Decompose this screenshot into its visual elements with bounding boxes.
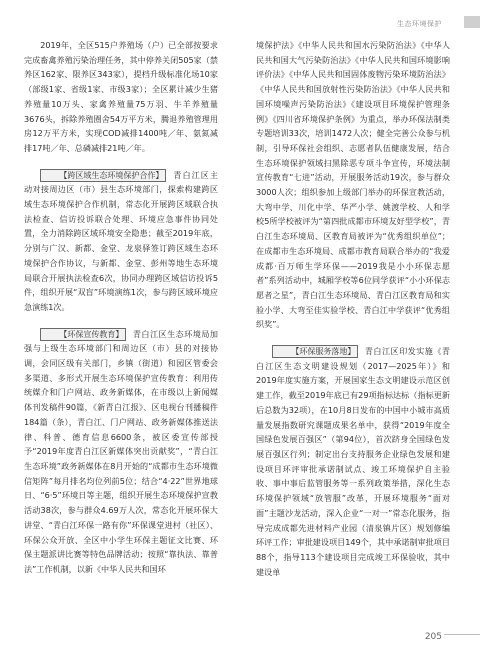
section-paragraph [256, 344, 450, 579]
header-bar [464, 16, 480, 28]
running-header: 生态环境保护 [397, 20, 442, 28]
footer-line [444, 634, 480, 635]
section-text: 青白江区生态环境局加强与上级生态环境部门和周边区（市）县的对接协调，会同区级有关部门，乡镇（街道）和园区管委会多渠道、多形式开展生态环境保护宣传教育：利用传统媒介和门户网站、政务新媒体，在市级以上新闻媒体刊发稿件90篇，《新青白江报》、区电视台刊播稿件184篇（条），青白江、门户网站、政务新媒体推送法律、科普、德育信息6600条，被区委宣传部授予“2019年度青白江区新媒体突出贡献奖”，“青白江生态环境”政务新媒体在8月开始的“成都市生态环境微信矩阵”每月排名均位列前5位；结合“4·22”世界地球日、“6·5”环境日等主题，组织开展生态环境保护宣教活动38次，参与群众4.69万人次，常态化开展环保大讲堂、“青白江环保一路有你”环保课堂进村（社区）、环保公众开放、全区中小学生环保主题征文比赛、环保主题派讲比赛等特色品牌活动；按照“靠执法、靠普法”工作机制，以新《中华人民共和国环 [24, 328, 218, 574]
section-heading: 【跨区域生态环境保护合作】 [40, 169, 166, 182]
section-heading: 【环保宣传教育】 [40, 328, 126, 341]
paragraph: 境保护法》《中华人民共和国水污染防治法》《中华人民共和国大气污染防治法》《中华人民共和国环境影响评价法》《中华人民共和国固体废物污染环境防治法》《中华人民共和国放射性污染防治法》《中华人民共和国环境噪声污染防治法》《建设项目环境保护管理条例》《四川省环境保护条例》为重点，举办环保法制类专题培训33次，培训1472人次；健全完善公众参与机制，引导环保社会组织、志愿者队伍健康发展，结合生态环境保护领域扫黑除恶专项斗争宣传，环境法制宣传教育“七进”活动，开展服务活动19次，参与群众3000人次；组织参加上级部门举办的环保宣教活动，大弯中学、川化中学、华严小学、姚渡学校、人和学校5所学校被评为“第四批成都市环境友好型学校”，青白江生态环境局、区教育局被评为“优秀组织单位”；在成都市生态环境局、成都市教育局联合举办的“我爱成都·百万师生学环保——2019我是小小环保志愿者”系列活动中，城厢学校等6位同学获评“小小环保志愿者之星”，青白江生态环境局、青白江区教育局和实验小学、大弯至佳实验学校、青白江中学获评“优秀组织奖”。 [256, 40, 450, 330]
left-column [24, 38, 218, 577]
page-number: 205 [424, 632, 442, 642]
section-text: 青白江区主动对接周边区（市）县生态环境部门，探索构建跨区域生态环境保护合作机制，常态化开展跨区域联合执法检查、信访投诉联合处理、环境应急事件协同处置，全力消除跨区域环境安全隐患；截至2019年底，分别与广汉、新都、金堂、龙泉驿签订跨区域生态环境保护合作协议，与新都、金堂、彭州等地生态环境局联合开展执法检查6次，协同办理跨区域信访投诉5件，组织开展“双盲”环境演练1次，参与跨区域环境应急演练1次。 [24, 169, 218, 312]
section-text: 青白江区印发实施《青白江区生态文明建设规划（2017—2025年）》和2019年度实施方案，开展国家生态文明建设示范区创建工作，截至2019年底已有29项指标达标（指标更新后总数为32项），在10月8日发布的中国中小城市高质量发展指数研究课题成果名单中，获得“2019年度全国绿色发展百强区”（第94位），首次跻身全国绿色发展百强区行列；制定出台支持服务企业绿色发展和建设项目环评审批承诺制试点、竣工环境保护自主验收、事中事后监管服务等一系列政策举措，深化生态环境保护领域“放管服”改革，开展环境服务“面对面”主题沙龙活动，深入企业“一对一”常态化服务，指导完成成都先进材料产业园（清泉镇片区）规划修编环评工作；审批建设项目149个，其中承诺制审批项目88个，指导113个建设项目完成竣工环保验收，其中建设单 [256, 346, 450, 577]
section-heading: 【环保服务落地】 [272, 345, 358, 358]
right-column [256, 38, 450, 579]
section-paragraph [24, 168, 218, 315]
section-paragraph [24, 327, 218, 577]
paragraph: 2019年，全区515户养殖场（户）已全部按要求完成畜禽养殖污染治理任务，其中停养关闭505家（禁养区162家、限养区343家），提档升级标准化场10家（部级1家、省级1家、市级3家）；全区累计减少生猪养殖量10万头、家禽养殖量75万羽、牛羊养殖量3676头，拆除养殖圈舍54万平方米，腾退养殖管理用房12万平方米，实现COD减排1400吨／年、氨氮减排17吨／年、总磷减排21吨／年。 [24, 40, 218, 153]
